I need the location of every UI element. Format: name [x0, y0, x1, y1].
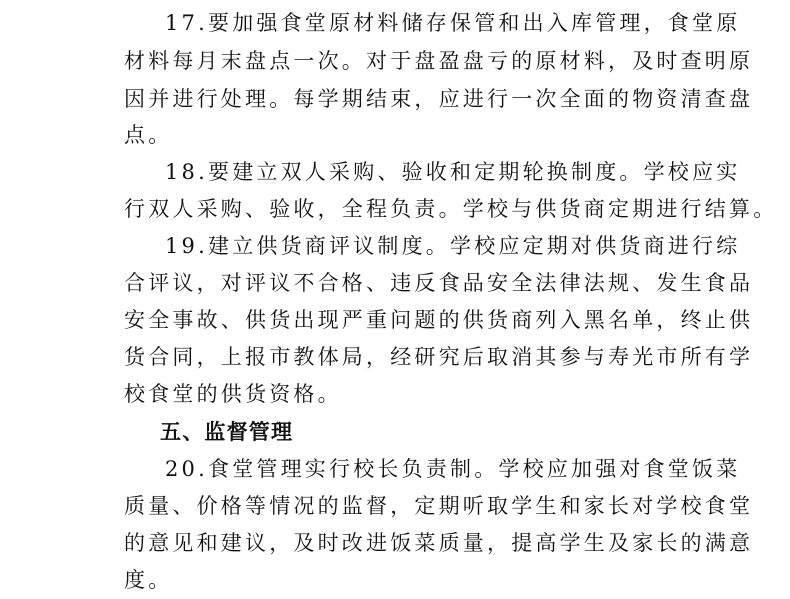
- paragraph-20-line-1: 20.食堂管理实行校长负责制。学校应加强对食堂饭菜: [165, 457, 741, 481]
- paragraph-17-line-1: 17.要加强食堂原材料储存保管和出入库管理，食堂原: [165, 11, 741, 35]
- paragraph-18-line-1: 18.要建立双人采购、验收和定期轮换制度。学校应实: [165, 160, 741, 184]
- paragraph-19-line-3: 安全事故、供货出现严重问题的供货商列入黑名单，终止供: [124, 308, 754, 332]
- paragraph-19-line-1: 19.建立供货商评议制度。学校应定期对供货商进行综: [165, 234, 741, 258]
- paragraph-19-line-2: 合评议，对评议不合格、违反食品安全法律法规、发生食品: [124, 271, 754, 295]
- section-heading: 五、监督管理: [160, 420, 294, 444]
- paragraph-19-line-4: 货合同，上报市教体局，经研究后取消其参与寿光市所有学: [124, 345, 754, 369]
- paragraph-20-line-2: 质量、价格等情况的监督，定期听取学生和家长对学校食堂: [124, 494, 754, 518]
- paragraph-19-line-5: 校食堂的供货资格。: [124, 382, 342, 406]
- paragraph-18-line-2: 行双人采购、验收，全程负责。学校与供货商定期进行结算。: [124, 197, 778, 221]
- paragraph-17-line-2: 材料每月末盘点一次。对于盘盈盘亏的原材料，及时查明原: [124, 49, 754, 73]
- paragraph-20-line-3: 的意见和建议，及时改进饭菜质量，提高学生及家长的满意: [124, 531, 754, 555]
- paragraph-17-line-4: 点。: [124, 123, 173, 147]
- paragraph-17-line-3: 因并进行处理。每学期结束，应进行一次全面的物资清查盘: [124, 87, 754, 111]
- paragraph-20-line-4: 度。: [124, 568, 173, 592]
